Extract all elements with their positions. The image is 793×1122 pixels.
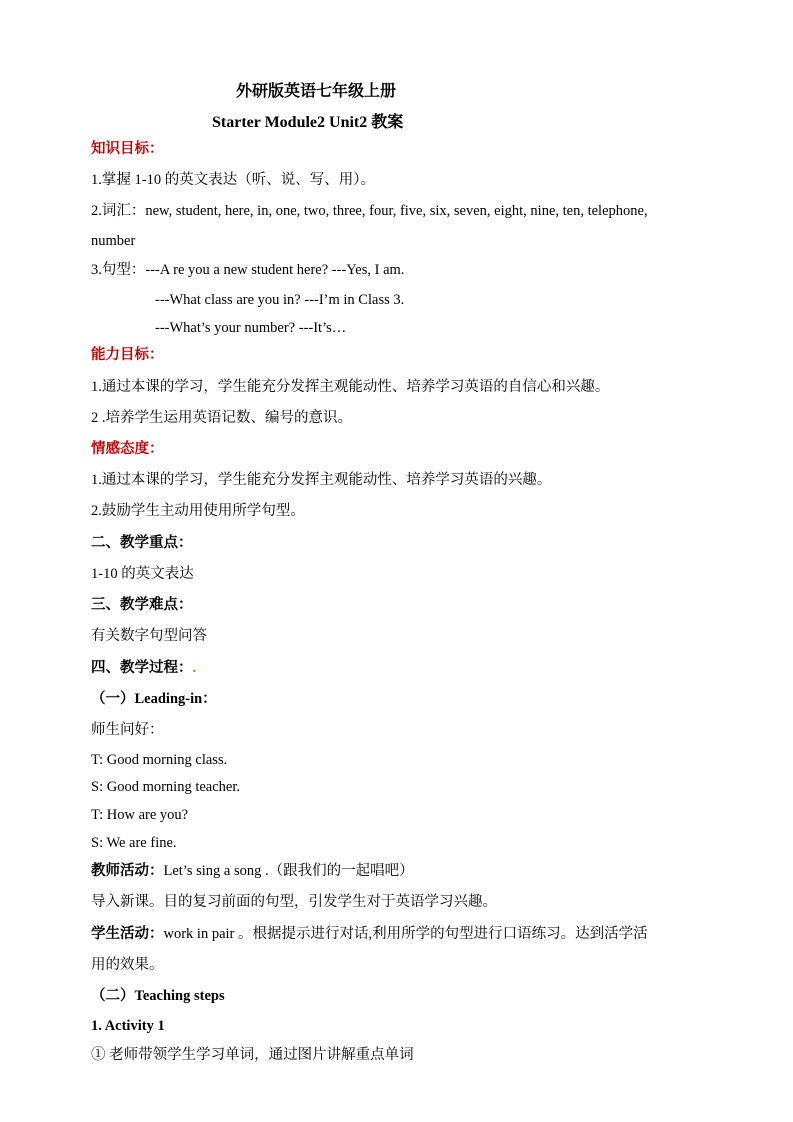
title-cn: 外研版英语七年级上册 [236,83,397,100]
student-activity-text: work in pair 。根据提示进行对话,利用所学的句型进行口语练习。达到活学活 [163,926,648,942]
student-activity-label: 学生活动： [91,926,164,942]
emotion-heading: 情感态度： [91,441,164,457]
knowledge-heading: 知识目标： [91,141,164,157]
difficulties-heading: 三、教学难点： [91,597,193,613]
teacher-activity [91,861,414,881]
process-heading-text: 四、教学过程： [91,660,193,676]
key-points-heading: 二、教学重点： [91,535,193,551]
title-en: Starter Module2 Unit2 教案 [212,114,404,131]
ability-item-2: 2 .培养学生运用英语记数、编号的意识。 [91,410,352,426]
dialogue-line-2: S: Good morning teacher. [91,779,241,795]
teaching-steps-heading: （二）Teaching steps [91,988,225,1004]
teacher-activity-text: Let’s sing a song .（跟我们的一起唱吧） [163,863,414,879]
ability-item-1: 1.通过本课的学习，学生能充分发挥主观能动性、培养学习英语的自信心和兴趣。 [91,379,610,395]
emotion-item-1: 1.通过本课的学习，学生能充分发挥主观能动性、培养学习英语的兴趣。 [91,472,552,488]
knowledge-item-2: 2.词汇：new, student, here, in, one, two, three, four, five, six, seven, eight, nine, ten, telephone, [91,203,648,219]
knowledge-item-3: 3.句型：---A re you a new student here? ---Yes, I am. [91,262,405,278]
process-heading-mark: . [192,660,197,676]
leading-in-heading: （一）Leading-in： [91,691,217,707]
activity-1-heading: 1. Activity 1 [91,1018,165,1034]
emotion-item-2: 2.鼓励学生主动用使用所学句型。 [91,503,305,519]
knowledge-item-1: 1.掌握 1-10 的英文表达（听、说、写、用）。 [91,172,375,188]
activity-1-step-1: ① 老师带领学生学习单词，通过图片讲解重点单词 [91,1047,414,1063]
difficulties-text: 有关数字句型问答 [91,628,207,644]
dialogue-line-3: T: How are you? [91,807,189,823]
knowledge-item-3-line3: ---What’s your number? ---It’s… [155,320,347,336]
key-points-text: 1-10 的英文表达 [91,566,194,582]
student-activity-cont: 用的效果。 [91,957,164,973]
ability-heading: 能力目标： [91,347,164,363]
dialogue-line-4: S: We are fine. [91,835,177,851]
teacher-activity-label: 教师活动： [91,863,164,879]
dialogue-line-1: T: Good morning class. [91,752,228,768]
knowledge-item-3-line2: ---What class are you in? ---I’m in Class 3. [155,292,405,308]
intro-text: 导入新课。目的复习前面的句型，引发学生对于英语学习兴趣。 [91,894,497,910]
knowledge-item-2-cont: number [91,233,136,249]
process-heading [91,658,196,678]
student-activity [91,924,648,944]
greeting-label: 师生问好： [91,722,164,738]
